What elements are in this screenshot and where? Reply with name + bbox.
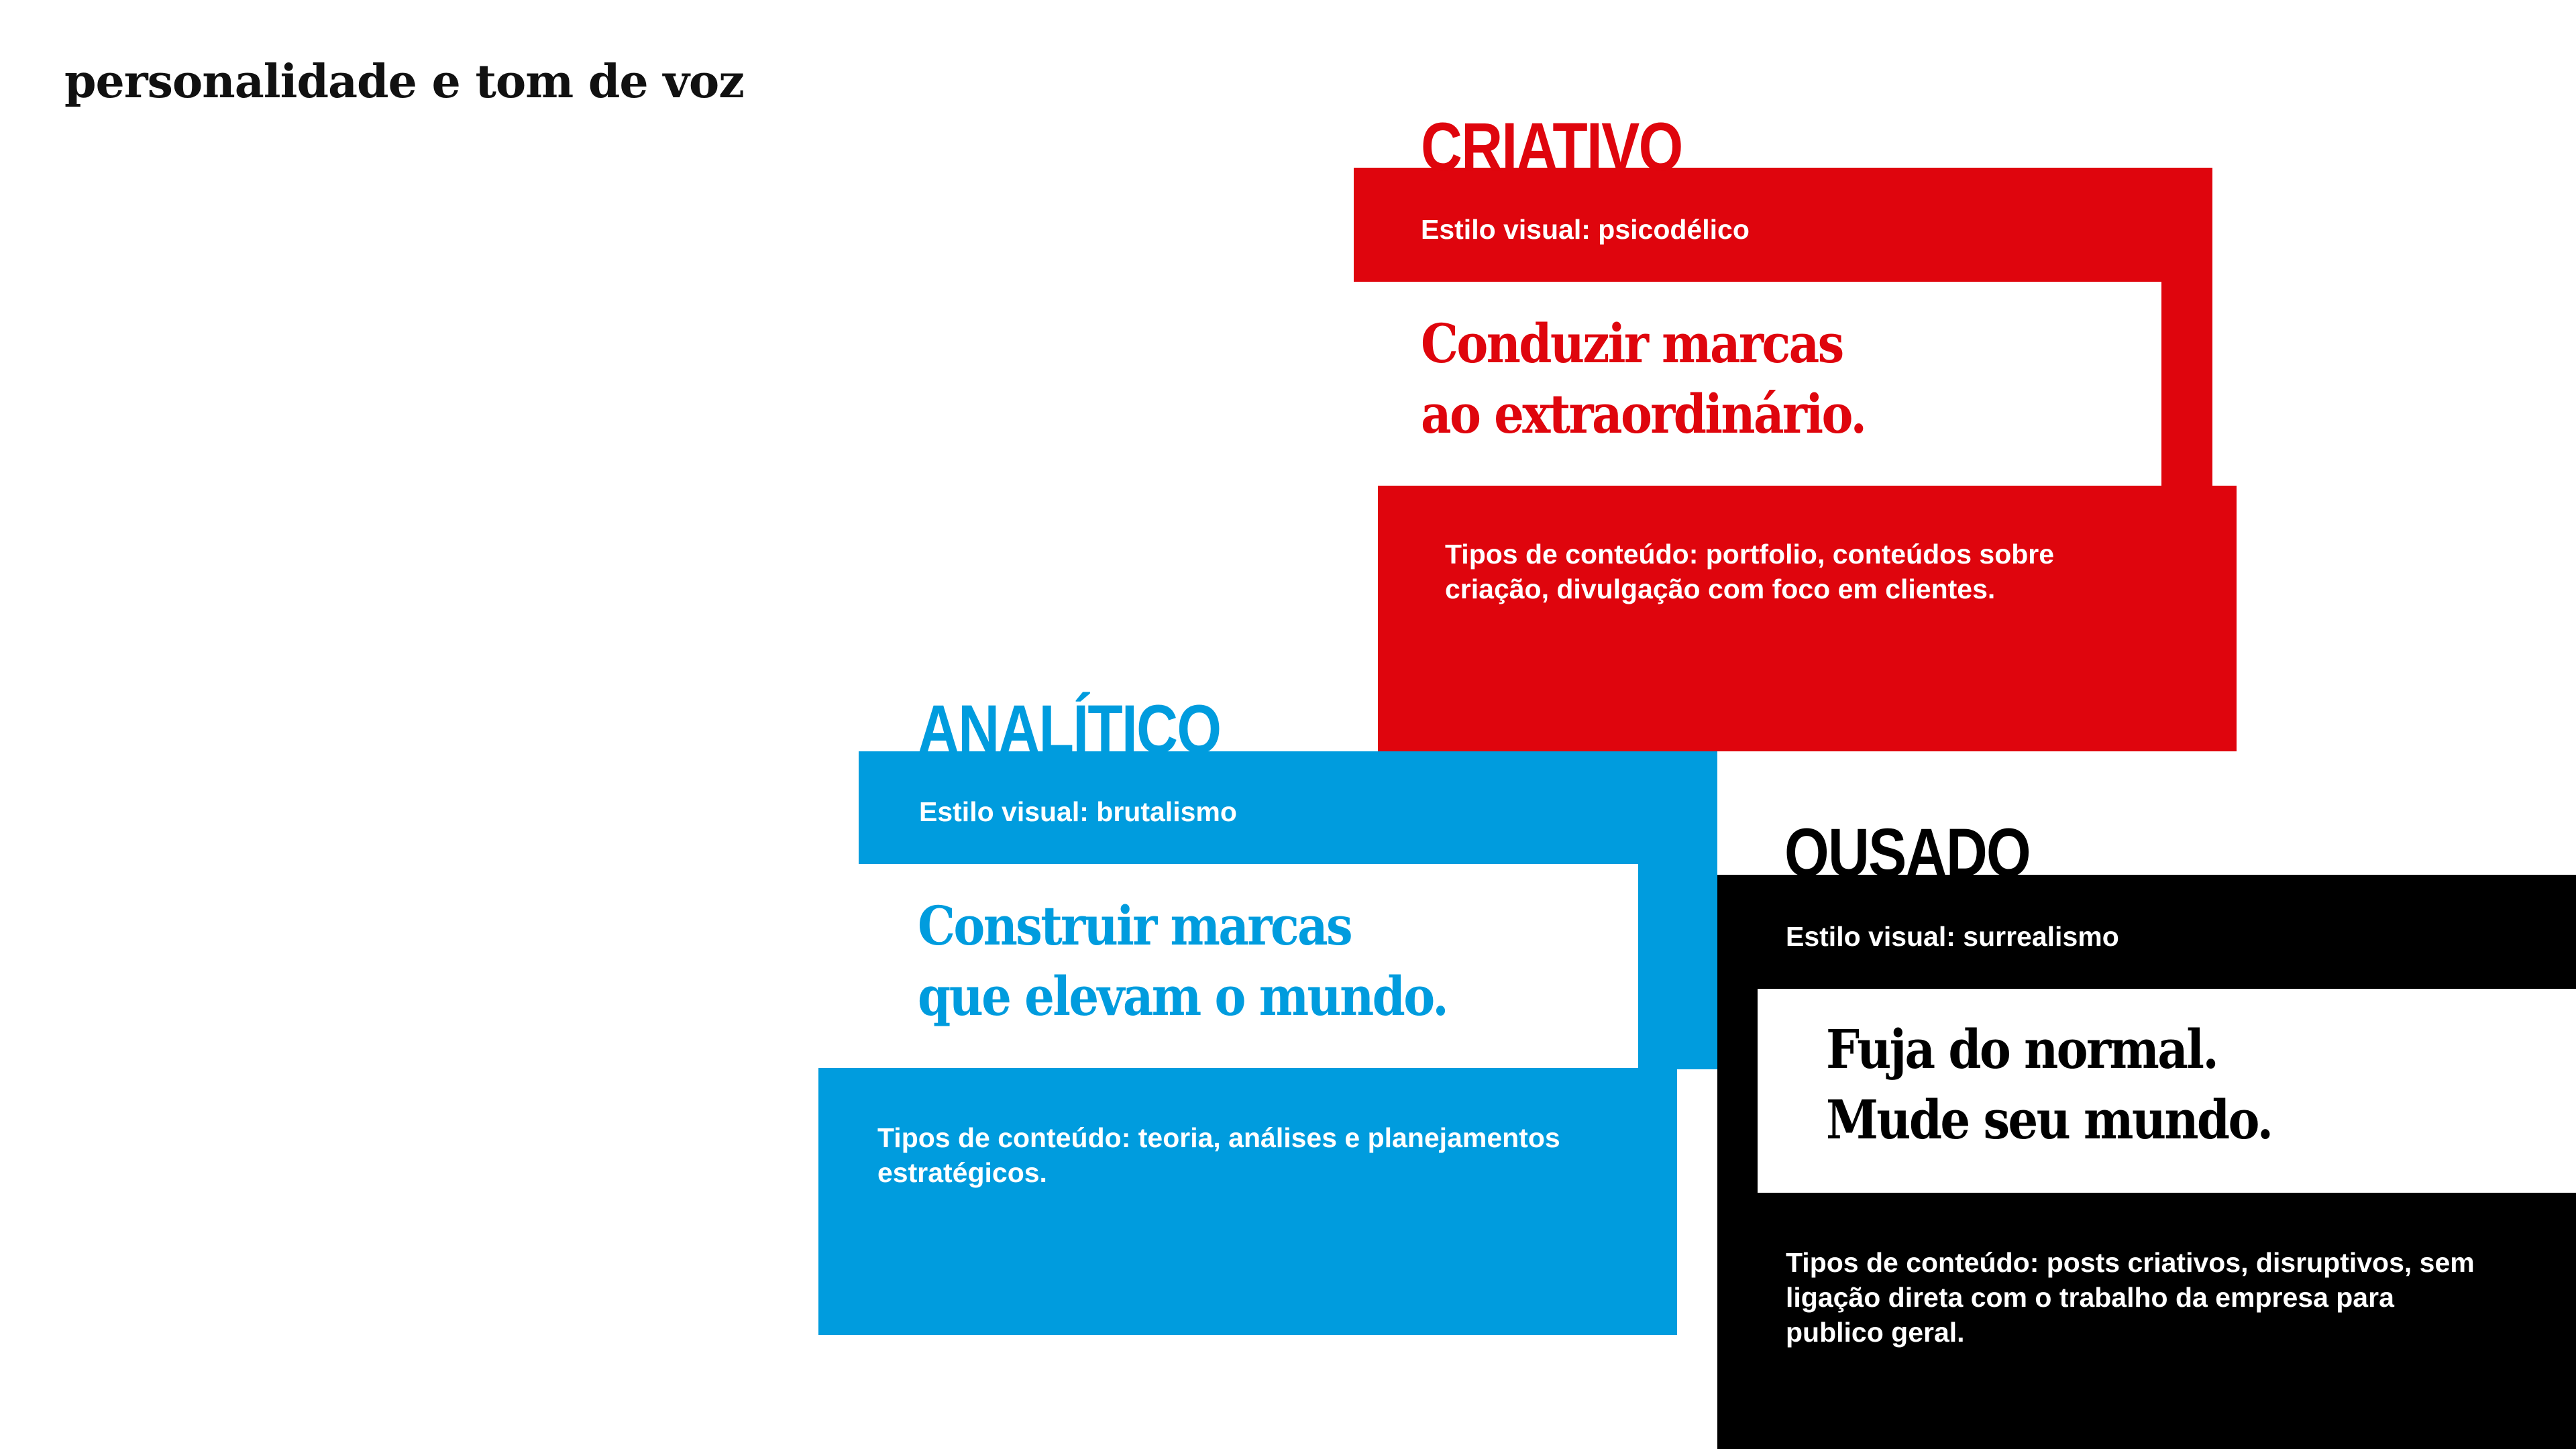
- ousado-content-types: Tipos de conteúdo: posts criativos, disruptivos, sem ligação direta com o trabalho da empresa para publico geral.: [1786, 1247, 2475, 1348]
- analitico-style-label: Estilo visual: brutalismo: [919, 796, 1237, 827]
- analitico-side-strip: [1638, 864, 1717, 1069]
- criativo-style-label: Estilo visual: psicodélico: [1421, 214, 1750, 245]
- analitico-motto: [918, 891, 1447, 1032]
- ousado-motto: [1826, 1014, 2271, 1155]
- criativo-motto-line-1: Conduzir marcas: [1421, 312, 1843, 375]
- analitico-heading: ANALÍTICO: [918, 691, 1221, 767]
- criativo-heading: CRIATIVO: [1421, 109, 1682, 185]
- analitico-content-panel: [818, 1068, 1677, 1335]
- analitico-motto-line-2: que elevam o mundo.: [918, 965, 1448, 1028]
- criativo-content-panel: [1378, 486, 2237, 751]
- criativo-side-strip: [2161, 282, 2212, 487]
- ousado-motto-line-1: Fuja do normal.: [1826, 1018, 2218, 1081]
- analitico-motto-line-1: Construir marcas: [918, 894, 1352, 957]
- ousado-motto-line-2: Mude seu mundo.: [1826, 1088, 2272, 1151]
- page-title: personalidade e tom de voz: [64, 55, 744, 109]
- ousado-style-label: Estilo visual: surrealismo: [1786, 921, 2119, 952]
- analitico-content-types: Tipos de conteúdo: teoria, análises e planejamentos estratégicos.: [877, 1122, 1560, 1189]
- ousado-heading: OUSADO: [1784, 814, 2030, 891]
- criativo-motto-line-2: ao extraordinário.: [1421, 382, 1866, 445]
- criativo-motto: [1421, 309, 1865, 449]
- criativo-content-types: Tipos de conteúdo: portfolio, conteúdos sobre criação, divulgação com foco em clientes.: [1445, 539, 2055, 605]
